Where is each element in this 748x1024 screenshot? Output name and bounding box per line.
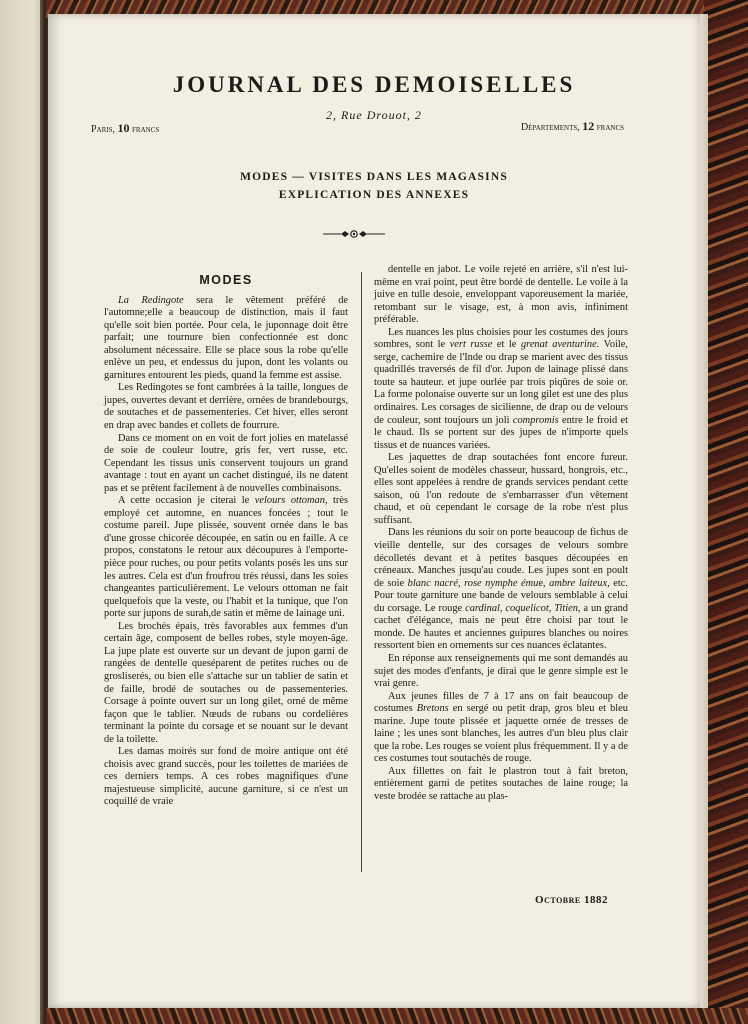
paragraph-text: entre le froid et le chaud. Ils se portent sur des jupes de n'importe quels tissus et de nuances variées. xyxy=(374,414,629,451)
marbled-edge-right xyxy=(704,0,748,1024)
article-paragraph xyxy=(104,495,348,620)
price-paris-amount: 10 xyxy=(117,121,130,135)
article-paragraph xyxy=(104,295,348,383)
column-divider xyxy=(361,272,362,872)
paragraph-text: Dans ce moment on en voit de fort jolies en matelassé de soie de couleur loutre, gris fer, vert russe, etc. Cependant les tissus unis conservent toujours un grand avantage : tout en ayant un cachet distingué, ils ne datent pas et se prêtent facilement à de nouvelles combinaisons. xyxy=(104,432,348,494)
ornament-divider-icon xyxy=(321,228,387,240)
emphasis-text: ambre laiteux xyxy=(549,577,608,589)
paragraph-text: Aux fillettes on fait le plastron tout à fait breton, entièrement garni de petites soutaches de laine rouge; la veste brodée se rattache au plas- xyxy=(374,765,628,802)
price-paris-unit: francs xyxy=(132,124,160,135)
article-paragraph xyxy=(104,433,348,496)
paragraph-text: , a un grand cachet d'élégance, mais ne peut être choisi par tout le monde. De hautes et anciennes guipures blanches ou noires ressortent bien en ornements sur ces nuances éclatantes. xyxy=(374,602,628,652)
article-paragraph xyxy=(374,327,628,452)
subtitle-line-2: EXPLICATION DES ANNEXES xyxy=(278,189,470,201)
paragraph-text: Voile, serge, cachemire de l'Inde ou drap se marient avec des tissus quadrillés traversés de fil d'or. Jupon de lainage plissé dans toute sa hauteur. et jupe ourlée par trois piqûres de soie or. La forme polonaise ouverte sur un long gilet est une des plus ordinaires. Les corsages de sicilienne, de drap ou de velours de couleur, sont toujours un joli xyxy=(374,339,628,426)
marbled-edge-bottom xyxy=(46,1008,748,1024)
article-paragraph xyxy=(374,527,628,652)
article-paragraph xyxy=(374,452,628,527)
emphasis-text: blanc nacré, rose nymphe ému xyxy=(407,577,539,589)
emphasis-text: vert russe xyxy=(449,339,493,351)
left-paragraphs xyxy=(104,295,348,809)
paragraph-text: , etc. Pour toute garniture une bande de velours semblable à celui du corsage. Le rouge xyxy=(374,577,628,614)
masthead-title: JOURNAL DES DEMOISELLES xyxy=(172,72,576,97)
emphasis-text: La Redingote xyxy=(118,294,184,306)
article-paragraph xyxy=(374,766,628,804)
issue-date: Octobre 1882 xyxy=(535,894,608,906)
article-paragraph xyxy=(374,653,628,691)
paragraph-text: e, xyxy=(538,577,550,589)
article-paragraph xyxy=(374,691,628,766)
subtitle-line-1: MODES — VISITES DANS LES MAGASINS xyxy=(240,171,508,183)
paragraph-text: Les brochés épais, très favorables aux femmes d'un certain âge, composent de belles robes, style moyen-âge. La jupe plate est ouverte sur un devant de jupon garni de rangées de dentelle queséparent de petites ruches ou de grosliserés, ou bien elle s'attache sur un tablier de satin et de faille, brodé de soutaches ou de passementeries. Corsage à pointe ouvert sur un long gilet, orné de même façon que le tablier. Nœuds de rubans ou cordelières terminant la pointe du corsage et se nouant sur le devant de la toilette. xyxy=(104,620,348,745)
emphasis-text: grenat aventurine. xyxy=(520,339,600,351)
emphasis-text: velours ottoman, xyxy=(254,495,328,507)
price-departements xyxy=(521,119,624,134)
price-departements-city: Départements, xyxy=(520,122,580,133)
paragraph-text: Les nuances les plus choisies pour les costumes des jours sombres, sont le xyxy=(374,326,628,351)
right-paragraphs xyxy=(374,264,628,804)
emphasis-text: Bretons xyxy=(416,703,449,715)
paragraph-text: dentelle en jabot. Le voile rejeté en arrière, s'il n'est lui-même en vrai point, peut être bordé de dentelle. Le voile à la juive en tulle desoie, enveloppant vaporeusement la mariée, retombant sur le visage, est, à mon avis, infiniment préférable. xyxy=(374,264,628,326)
journal-page xyxy=(48,14,700,1008)
article-column-left xyxy=(104,274,348,809)
article-paragraph xyxy=(374,264,628,327)
price-paris-city: Paris, xyxy=(91,124,116,135)
paragraph-text: en sergé ou petit drap, gros bleu et bleu marine. Jupe toute plissée et jaquette ornée de tresses de laine ; les unes sont blanches, les autres d'un bleu plus clair que la robe. Les rouges se voient plus fréquemment. Il y a de ces costumes tout soutachés de rouge. xyxy=(374,703,628,765)
price-departements-amount: 12 xyxy=(582,119,595,133)
article-paragraph xyxy=(104,746,348,809)
paragraph-text: très employé cet automne, en nuances foncées ; tout le costume pareil. Jupe plissée, souvent ornée dans le bas d'une grosse chicorée découpée, en satin ou en faille. A ce propos, constatons le retour aux découpures à l'emporte-pièce pour ruches, ou pour petits volants posés les uns sur les autres. Cela est d'un froufrou très réussi, dans les soies changeantes particulièrement. Le velours ottoman ne fait quelquefois que la veste, ou l'habit et la tunique, que l'on porte sur jupons de surah,de satin et même de lainage uni. xyxy=(104,495,348,620)
article-paragraph xyxy=(104,621,348,746)
paragraph-text: Les jaquettes de drap soutachées font encore fureur. Qu'elles soient de modèles chasseur, hussard, hongrois, etc., elles sont appelées à rendre de grands services pendant cette saison, où l'on redoute de s'embarrasser d'un vêtement chaud, et où cependant le corsage de la robe n'est plus suffisant. xyxy=(374,452,628,526)
paragraph-text: A cette occasion je citerai le xyxy=(118,495,255,507)
page-stack-edge xyxy=(700,14,708,1008)
section-title: MODES xyxy=(199,273,253,287)
paragraph-text: Dans les réunions du soir on porte beaucoup de fichus de vieille dentelle, sur des corsages de velours sombre décolletés devant et à petites basques découpées en créneaux. Manches jusqu'au coude. Les jupes sont en poult de soie xyxy=(374,527,628,589)
price-departements-unit: francs xyxy=(596,122,624,133)
paragraph-text: et le xyxy=(492,339,521,351)
article-column-right xyxy=(374,264,628,804)
paragraph-text: Les Redingotes se font cambrées à la taille, longues de jupes, ouvertes devant et derrière, ornées de brandebourgs, de soutaches et de passementeries. Cet hiver, elles seront en drap avec bandes et collets de fourrure. xyxy=(104,382,348,432)
masthead-address: 2, Rue Drouot, 2 xyxy=(326,108,422,122)
emphasis-text: cardinal, coquelicot, Titien xyxy=(465,602,578,614)
paragraph-text: Aux jeunes filles de 7 à 17 ans on fait beaucoup de costumes xyxy=(374,690,628,715)
article-paragraph xyxy=(104,382,348,432)
paragraph-text: Les damas moirés sur fond de moire antique ont été choisis avec grand succès, pour les toilettes de mariées de ces derniers temps. A ces robes magnifiques d'une majestueuse simplicité, aucune garniture, si ce n'est un coquillé de vraie xyxy=(104,746,348,808)
paragraph-text: En réponse aux renseignements qui me sont demandés au sujet des modes d'enfants, je dirai que le genre simple est le vrai genre. xyxy=(374,652,628,690)
paragraph-text: sera le vêtement préféré de l'automne;elle a beaucoup de distinction, mais il faut qu'elle soit bien portée. Pour cela, le juponnage doit être parfait; une tournure bien confectionnée est donc absolument nécessaire. Elle se place sous la robe qu'elle enlève un peu, et endessus du jupon, dont les volants ou garnitures entourent les pieds, quand la femme est assise. xyxy=(104,294,349,381)
price-paris xyxy=(91,121,159,136)
emphasis-text: compromis xyxy=(512,414,559,426)
